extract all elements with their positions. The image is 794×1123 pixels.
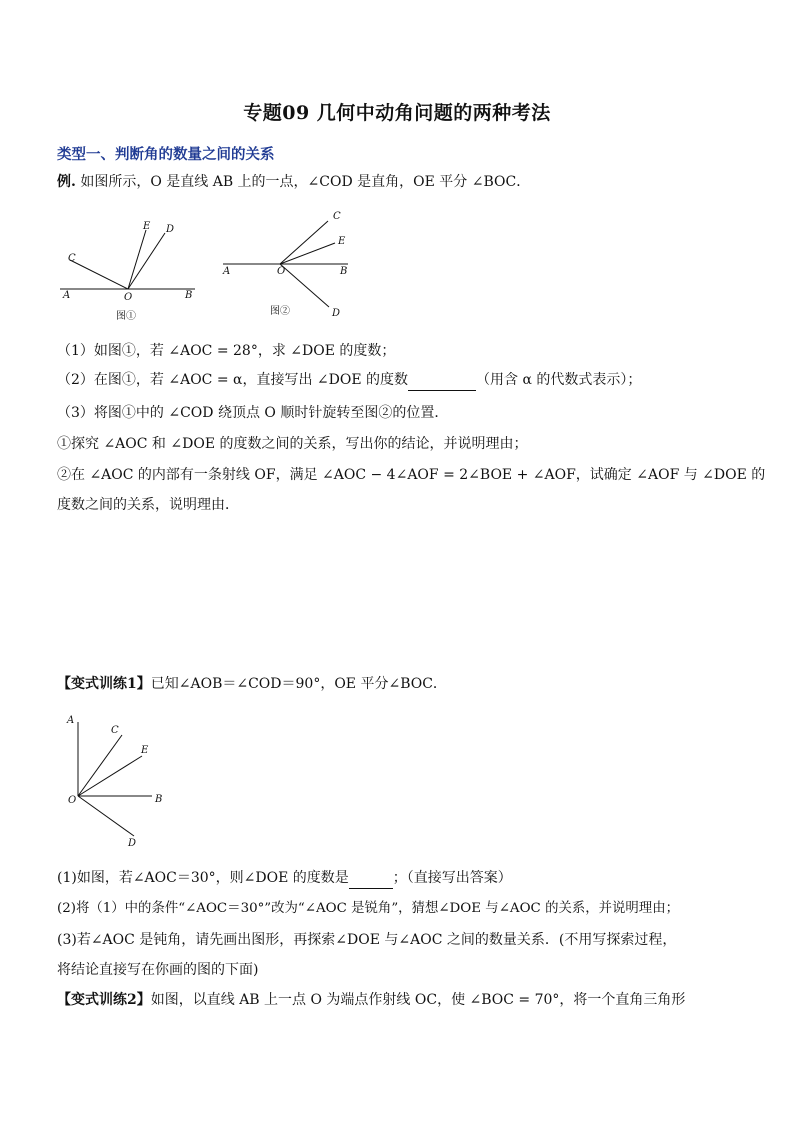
question-3-1: ①探究 ∠AOC 和 ∠DOE 的度数之间的关系，写出你的结论，并说明理由； (57, 436, 528, 452)
example-text: 如图所示，O 是直线 AB 上的一点，∠COD 是直角，OE 平分 ∠BOC． (80, 174, 531, 190)
page-title: 专题09 几何中动角问题的两种考法 (243, 102, 551, 124)
example-label: 例. (57, 174, 76, 190)
question-1: （1）如图①，若 ∠AOC = 28°，求 ∠DOE 的度数； (57, 343, 396, 359)
question-3: （3）将图①中的 ∠COD 绕顶点 O 顺时针旋转至图②的位置． (57, 405, 449, 421)
variant1-text: 已知∠AOB＝∠COD＝90°，OE 平分∠BOC． (150, 676, 447, 692)
figure-2 (218, 205, 358, 325)
v1-label-o: O (68, 795, 77, 806)
fig1-caption: 图① (116, 311, 136, 322)
v1-label-d: D (128, 838, 137, 849)
fig1-label-b: B (185, 290, 193, 301)
variant2-text: 如图，以直线 AB 上一点 O 为端点作射线 OC，使 ∠BOC = 70°，将一个直角三角形 (150, 992, 686, 1008)
v1-label-b: B (155, 794, 163, 805)
fig1-label-a: A (63, 290, 71, 301)
variant1-answer-blank (349, 868, 393, 889)
question-3-2: ②在 ∠AOC 的内部有一条射线 OF，满足 ∠AOC − 4∠AOF = 2∠BOE + ∠AOF，试确定 ∠AOF 与 ∠DOE 的 (57, 467, 766, 483)
variant1-question-3-cont: 将结论直接写在你画的图的下面) (57, 962, 259, 978)
v1-label-a: A (67, 715, 75, 726)
section-heading-type1: 类型一、判断角的数量之间的关系 (57, 147, 275, 163)
fig2-label-d: D (332, 308, 341, 319)
variant1-question-1 (57, 868, 512, 889)
answer-blank (408, 370, 476, 391)
variant1-statement (57, 674, 447, 694)
variant1-q1-hint: ；（直接写出答案） (392, 870, 512, 886)
v1-label-e: E (141, 745, 149, 756)
fig1-label-e: E (143, 221, 151, 232)
fig2-label-c: C (333, 211, 341, 222)
example-statement (57, 172, 530, 192)
figure-1 (55, 210, 205, 325)
fig1-label-o: O (124, 292, 133, 303)
question-2 (57, 370, 641, 391)
question-2-hint: （用含 α 的代数式表示）； (476, 372, 642, 388)
fig2-label-e: E (338, 236, 346, 247)
variant2-label: 【变式训练2】 (57, 992, 151, 1008)
fig2-label-o: O (277, 266, 286, 277)
variant1-question-2: (2)将（1）中的条件“∠AOC＝30°”改为“∠AOC 是锐角”，猜想∠DOE 与∠AOC 的关系，并说明理由； (57, 901, 679, 916)
fig1-label-c: C (68, 253, 76, 264)
variant1-figure (60, 710, 180, 850)
v1-label-c: C (111, 725, 119, 736)
fig2-label-a: A (223, 266, 231, 277)
fig1-label-d: D (166, 224, 175, 235)
variant1-q1-text: (1)如图，若∠AOC＝30°，则∠DOE 的度数是 (57, 870, 349, 886)
variant1-question-3: (3)若∠AOC 是钝角，请先画出图形，再探索∠DOE 与∠AOC 之间的数量关系．(不用写探索过程， (57, 932, 677, 948)
variant2-statement (57, 990, 685, 1010)
question-2-text: （2）在图①，若 ∠AOC = α，直接写出 ∠DOE 的度数 (57, 372, 409, 388)
fig2-label-b: B (340, 266, 348, 277)
question-3-2-cont: 度数之间的关系，说明理由． (57, 497, 239, 513)
fig2-caption: 图② (270, 306, 290, 317)
variant1-label: 【变式训练1】 (57, 676, 151, 692)
